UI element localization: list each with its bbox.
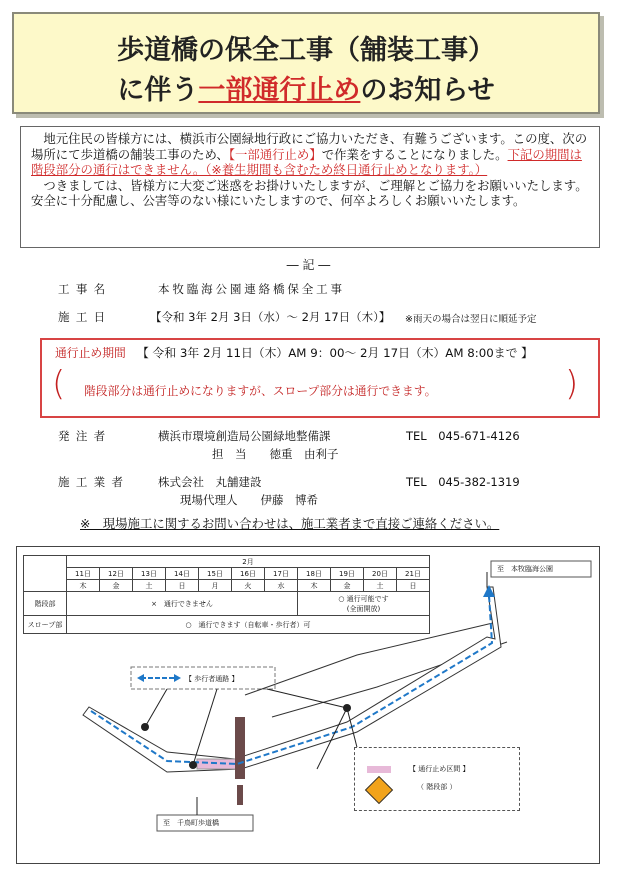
contractor-person: 現場代理人 伊藤 博希 xyxy=(180,493,318,507)
contractor-label: 施工業者 xyxy=(58,475,130,489)
schedule-weekday: 日 xyxy=(397,580,430,592)
closure-paren-right: ) xyxy=(565,364,579,404)
schedule-slope-label: スロープ部 xyxy=(24,616,67,634)
title-line-1: 歩道橋の保全工事（舗装工事） xyxy=(117,35,495,66)
dest-bottom-label: 至 千鳥町歩道橋 xyxy=(163,819,219,827)
work-date: 【令和 3年 2月 3日（水）～ 2月 17日（木）】 xyxy=(150,310,391,324)
notice-box xyxy=(20,126,600,248)
schedule-weekday: 金 xyxy=(331,580,364,592)
dest-top-label: 至 本牧臨海公園 xyxy=(497,565,553,573)
schedule-month: 2月 xyxy=(67,556,430,568)
schedule-stairs-closed: × 通行できません xyxy=(67,592,298,616)
title-highlight: 一部通行止め xyxy=(198,75,361,106)
work-date-label: 施工日 xyxy=(58,310,112,324)
inquiry-note: ※ 現場施工に関するお問い合わせは、施工業者まで直接ご連絡ください。 xyxy=(80,516,500,531)
notice-paragraph-1: 地元住民の皆様方には、横浜市公園緑地行政にご協力いただき、有難うございます。この度、次の場所にて歩道橋の舗装工事のため、【一部通行止め】で作業をすることになりました。下記の期間は階段部分の通行はできません。（※養生期間も含むため終日通行止めとなります。） xyxy=(31,131,588,178)
schedule-day: 12日 xyxy=(100,568,133,580)
closure-period-label: 通行止め期間 xyxy=(55,346,126,360)
notice-paragraph-2: つきましては、皆様方に大変ご迷惑をお掛けいたしますが、ご理解とご協力をお願いいたします。安全に十分配慮し、公害等のない様にいたしますので、何卒よろしくお願いいたします。 xyxy=(31,177,588,209)
title-text-b: のお知らせ xyxy=(360,75,495,106)
schedule-weekday: 土 xyxy=(364,580,397,592)
legend-box xyxy=(354,747,520,811)
orderer-label: 発注者 xyxy=(58,429,112,443)
schedule-weekday: 火 xyxy=(232,580,265,592)
schedule-day: 11日 xyxy=(67,568,100,580)
schedule-day: 15日 xyxy=(199,568,232,580)
title-banner xyxy=(12,12,600,114)
site-map xyxy=(16,546,600,864)
schedule-day: 16日 xyxy=(232,568,265,580)
closure-note: 階段部分は通行止めになりますが、スロープ部分は通行できます。 xyxy=(84,384,437,398)
contractor-tel: TEL 045-382-1319 xyxy=(406,475,520,489)
bridge-drawing xyxy=(17,547,600,864)
contractor: 株式会社 丸舗建設 xyxy=(158,475,262,489)
orderer: 横浜市環境創造局公園緑地整備課 xyxy=(158,429,331,443)
ki-heading: ― 記 ― xyxy=(286,258,331,272)
schedule-weekday: 金 xyxy=(100,580,133,592)
leader-1 xyxy=(145,689,167,727)
walkway-label: 【 歩行者通路 】 xyxy=(185,675,239,683)
schedule-day: 17日 xyxy=(265,568,298,580)
pier-2 xyxy=(237,785,243,805)
work-name: 本牧臨海公園連絡橋保全工事 xyxy=(158,282,345,296)
leader-2 xyxy=(193,689,217,765)
schedule-stairs-label: 階段部 xyxy=(24,592,67,616)
work-date-note: ※雨天の場合は翌日に順延予定 xyxy=(405,314,537,325)
schedule-weekday: 日 xyxy=(166,580,199,592)
schedule-weekday: 水 xyxy=(265,580,298,592)
schedule-day: 14日 xyxy=(166,568,199,580)
title-text-a: に伴う xyxy=(117,75,199,106)
work-name-label: 工事名 xyxy=(58,282,112,296)
legend-closed-label: 【 通行止め区間 】 xyxy=(409,765,470,773)
closure-paren-left: ( xyxy=(52,364,66,404)
pier-1 xyxy=(235,717,245,779)
schedule-weekday: 月 xyxy=(199,580,232,592)
schedule-day: 19日 xyxy=(331,568,364,580)
legend-stairs-label: （ 階段部 ） xyxy=(417,783,457,791)
schedule-slope-value: ○ 通行できます（自転車・歩行者）可 xyxy=(67,616,430,634)
orderer-tel: TEL 045-671-4126 xyxy=(406,429,520,443)
title-line-2 xyxy=(14,68,598,107)
schedule-weekday: 土 xyxy=(133,580,166,592)
construction-sign-icon xyxy=(365,776,393,804)
closure-dates: 【 令和 3年 2月 11日（木）AM 9：00～ 2月 17日（木）AM 8:00まで 】 xyxy=(137,346,533,360)
orderer-person: 担 当 徳重 由利子 xyxy=(212,447,339,461)
schedule-weekday: 木 xyxy=(298,580,331,592)
schedule-stairs-open: ○ 通行可能です (全面開放) xyxy=(298,592,430,616)
schedule-day: 13日 xyxy=(133,568,166,580)
legend-closed-swatch xyxy=(367,766,391,773)
schedule-weekday: 木 xyxy=(67,580,100,592)
schedule-day: 21日 xyxy=(397,568,430,580)
schedule-day: 18日 xyxy=(298,568,331,580)
schedule-day: 20日 xyxy=(364,568,397,580)
closure-box xyxy=(40,338,600,418)
